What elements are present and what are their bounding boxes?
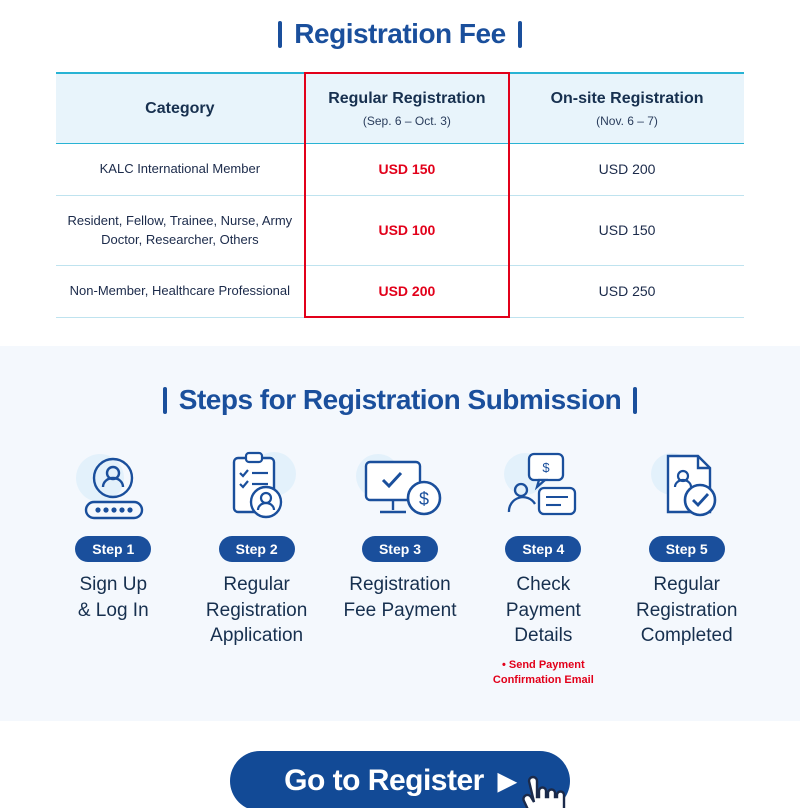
play-arrow-icon: ▶	[497, 767, 516, 795]
steps-heading: Steps for Registration Submission	[178, 384, 622, 416]
step-label-5: Regular Registration Completed	[636, 574, 738, 647]
table-row	[56, 143, 744, 196]
step-label-1: Sign Up & Log In	[77, 574, 149, 621]
step-item-3	[333, 450, 468, 623]
step-badge-2: Step 2	[219, 536, 295, 562]
step-badge-1: Step 1	[75, 536, 151, 562]
monitor-payment-icon	[352, 450, 448, 528]
title-bar-left-icon	[278, 21, 282, 48]
step-item-1	[46, 450, 181, 623]
table-body	[56, 143, 744, 318]
step-note-4: • Send Payment Confirmation Email	[492, 658, 594, 686]
column-header-regular-label: Regular Registration	[328, 90, 486, 107]
fee-table-wrapper	[56, 72, 744, 318]
go-to-register-label: Go to Register	[284, 764, 484, 798]
cell-onsite-price: USD 250	[510, 265, 744, 318]
table-header	[56, 73, 744, 143]
step-badge-3: Step 3	[362, 536, 438, 562]
column-header-onsite-label: On-site Registration	[550, 90, 704, 107]
cell-regular-price: USD 100	[304, 196, 510, 265]
user-password-icon	[70, 450, 156, 528]
go-to-register-button[interactable]	[230, 751, 570, 808]
column-header-category: Category	[56, 73, 304, 143]
step-item-2	[189, 450, 324, 648]
step-badge-5: Step 5	[649, 536, 725, 562]
cell-category: Non-Member, Healthcare Professional	[56, 265, 304, 318]
table-header-row	[56, 73, 744, 143]
table-row	[56, 196, 744, 265]
title-bar-left-icon	[163, 387, 167, 414]
column-header-regular-dates: (Sep. 6 – Oct. 3)	[362, 113, 451, 128]
column-header-onsite	[510, 73, 744, 143]
title-bar-right-icon	[518, 21, 522, 48]
title-bar-right-icon	[633, 387, 637, 414]
payment-chat-icon	[495, 450, 591, 528]
step-item-4	[476, 450, 611, 687]
registration-fee-table	[56, 72, 744, 318]
cell-regular-price: USD 200	[304, 265, 510, 318]
cta-section	[0, 721, 800, 808]
column-header-regular	[304, 73, 510, 143]
svg-text:$: $	[418, 489, 429, 510]
column-header-onsite-dates: (Nov. 6 – 7)	[596, 113, 658, 128]
hand-cursor-icon	[522, 775, 568, 808]
clipboard-checklist-icon	[214, 450, 300, 528]
step-label-4: Check Payment Details	[505, 574, 581, 647]
cell-onsite-price: USD 200	[510, 143, 744, 196]
table-row	[56, 265, 744, 318]
registration-fee-title	[0, 18, 800, 50]
step-label-2: Regular Registration Application	[205, 574, 308, 647]
steps-title	[0, 384, 800, 416]
registration-fee-section	[0, 0, 800, 318]
cell-category: Resident, Fellow, Trainee, Nurse, Army Doctor, Researcher, Others	[56, 196, 304, 265]
cell-onsite-price: USD 150	[510, 196, 744, 265]
step-badge-4: Step 4	[505, 536, 581, 562]
step-item-5	[619, 450, 754, 648]
page-title: Registration Fee	[294, 18, 506, 49]
document-check-icon	[644, 450, 730, 528]
steps-row	[46, 450, 754, 687]
svg-text:$: $	[542, 460, 550, 476]
cell-category: KALC International Member	[56, 143, 304, 196]
cell-regular-price: USD 150	[304, 143, 510, 196]
step-label-3: Registration Fee Payment	[343, 574, 457, 621]
registration-steps-section	[0, 346, 800, 721]
